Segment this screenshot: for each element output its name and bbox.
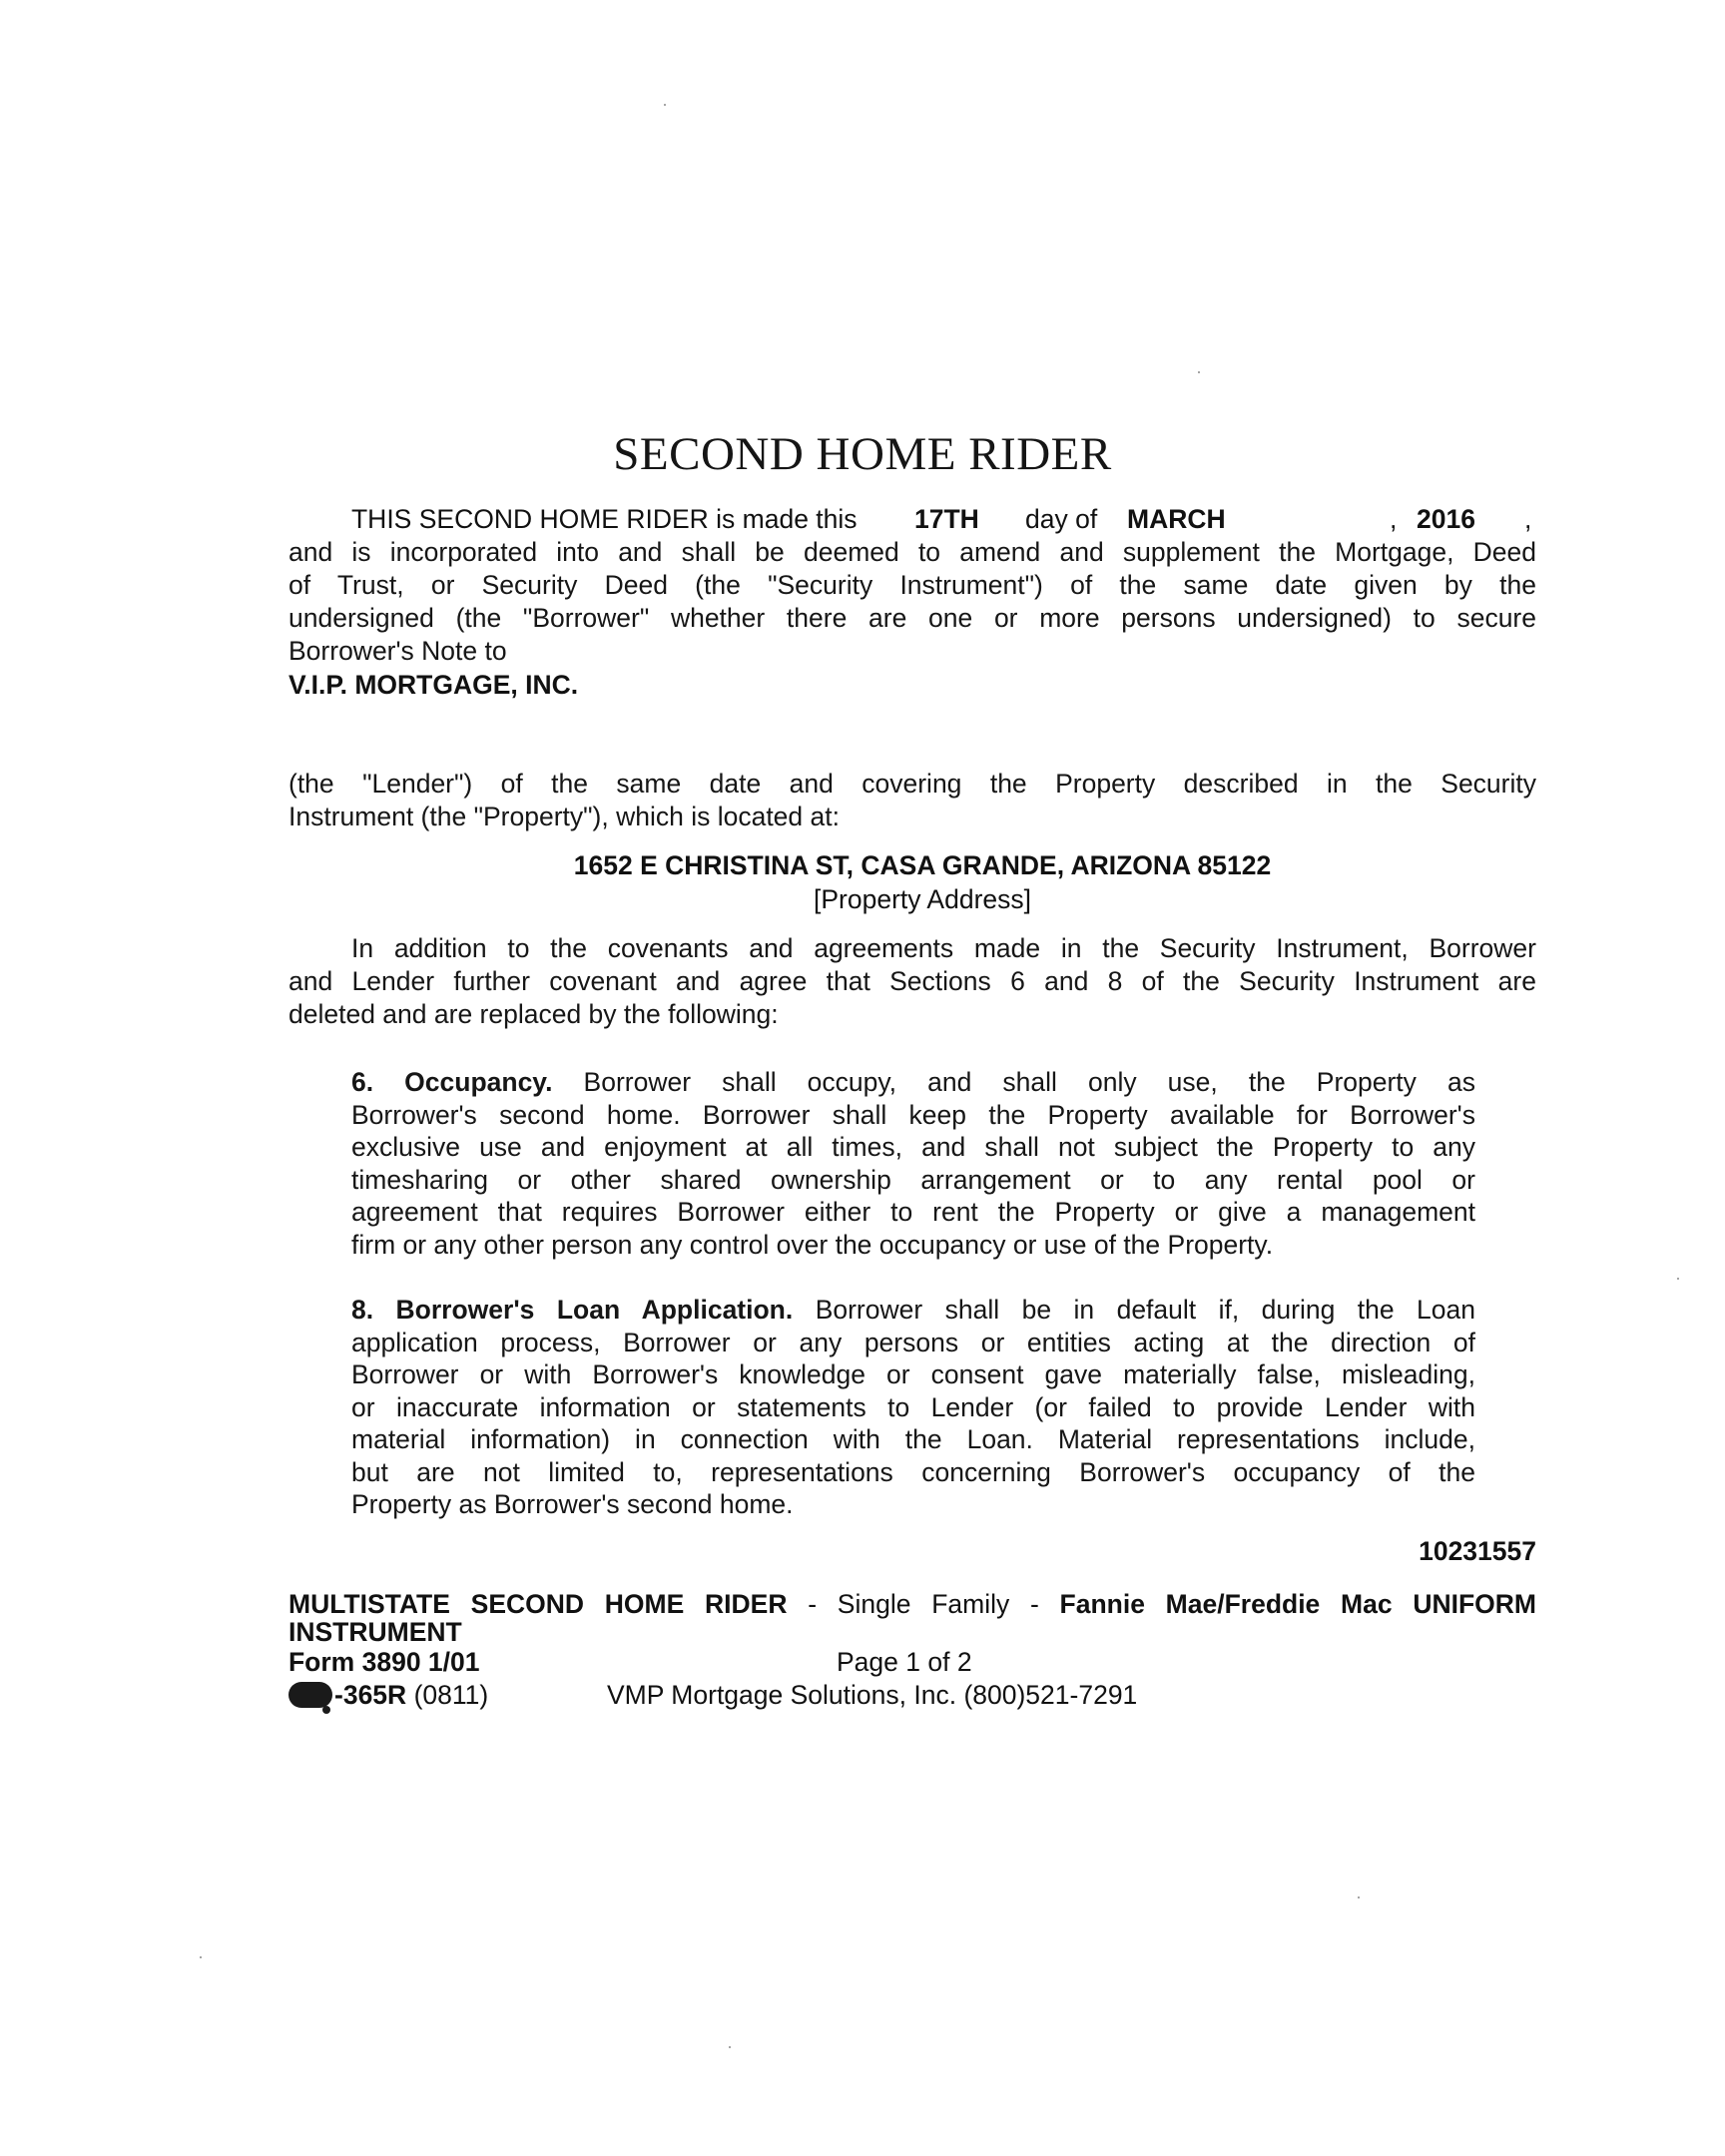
intro-prefix: THIS SECOND HOME RIDER is made this xyxy=(351,504,858,534)
section-6-occupancy xyxy=(351,1066,1475,1261)
vmp-code-date: (0811) xyxy=(413,1680,489,1710)
property-address: 1652 E CHRISTINA ST, CASA GRANDE, ARIZONA 85122 xyxy=(573,850,1272,880)
section-8-first-line: Borrower shall be in default if, during the Loan xyxy=(815,1295,1475,1325)
form-number: Form 3890 1/01 xyxy=(288,1647,480,1677)
vmp-logo-icon xyxy=(288,1682,332,1708)
day-of-label: day of xyxy=(1025,504,1098,534)
lender-name: V.I.P. MORTGAGE, INC. xyxy=(288,670,579,700)
section-8-line: Borrower or with Borrower's knowledge or consent gave materially false, misleading, xyxy=(351,1359,1475,1389)
intro-line: of Trust, or Security Deed (the "Security Instrument") of the same date given by the xyxy=(288,570,1536,600)
intro-paragraph xyxy=(288,536,1536,668)
section-8-line: or inaccurate information or statements to Lender (or failed to provide Lender with xyxy=(351,1391,1475,1422)
page-number: Page 1 of 2 xyxy=(837,1647,972,1677)
lender-line: (the "Lender") of the same date and covering the Property described in the Security xyxy=(288,769,1536,799)
section-8-line: but are not limited to, representations concerning Borrower's occupancy of the xyxy=(351,1456,1475,1487)
section-8-line: material information) in connection with the Loan. Material representations include, xyxy=(351,1424,1475,1454)
date-trailing-comma: , xyxy=(1524,504,1532,534)
vmp-code-bold: -365R xyxy=(334,1680,407,1710)
intro-line: undersigned (the "Borrower" whether there are one or more persons undersigned) to secure xyxy=(288,603,1536,633)
property-address-label: [Property Address] xyxy=(814,884,1031,914)
document-title: SECOND HOME RIDER xyxy=(613,428,1112,480)
section-8-line: Property as Borrower's second home. xyxy=(351,1489,794,1519)
rider-year: 2016 xyxy=(1417,504,1475,534)
scan-speck xyxy=(1677,1278,1679,1280)
loan-number: 10231557 xyxy=(1419,1536,1536,1566)
covenant-line: and Lender further covenant and agree that Sections 6 and 8 of the Security Instrument are xyxy=(288,966,1536,996)
lender-line: Instrument (the "Property"), which is located at: xyxy=(288,802,840,831)
form-title xyxy=(288,1590,1536,1646)
section-8-line: application process, Borrower or any persons or entities acting at the direction of xyxy=(351,1327,1475,1357)
scan-speck xyxy=(729,2046,731,2048)
intro-line: Borrower's Note to xyxy=(288,636,507,666)
form-title-line2: INSTRUMENT xyxy=(288,1617,462,1647)
intro-line: and is incorporated into and shall be deemed to amend and supplement the Mortgage, Deed xyxy=(288,537,1536,567)
section-6-line: exclusive use and enjoyment at all times, and shall not subject the Property to any xyxy=(351,1132,1475,1162)
rider-month: MARCH xyxy=(1127,504,1226,534)
scan-speck xyxy=(200,1956,202,1958)
section-6-line: Borrower's second home. Borrower shall keep the Property available for Borrower's xyxy=(351,1099,1475,1130)
covenant-paragraph xyxy=(288,932,1536,1031)
section-6-heading: 6. Occupancy. xyxy=(351,1067,553,1097)
scan-speck xyxy=(1198,371,1200,373)
section-6-line: firm or any other person any control over the occupancy or use of the Property. xyxy=(351,1229,1274,1260)
year-separator: , xyxy=(1390,504,1398,534)
form-title-part3: Fannie Mae/Freddie Mac UNIFORM xyxy=(1059,1589,1536,1619)
form-title-part1: MULTISTATE SECOND HOME RIDER xyxy=(288,1589,788,1619)
covenant-line: In addition to the covenants and agreements made in the Security Instrument, Borrower xyxy=(351,933,1536,963)
section-6-line: timesharing or other shared ownership arrangement or to any rental pool or xyxy=(351,1164,1475,1195)
scan-speck xyxy=(664,104,666,106)
section-6-first-line: Borrower shall occupy, and shall only use, the Property as xyxy=(583,1067,1475,1097)
scan-speck xyxy=(1358,1896,1360,1898)
rider-day: 17TH xyxy=(914,504,979,534)
vmp-form-code xyxy=(288,1680,488,1710)
section-8-heading: 8. Borrower's Loan Application. xyxy=(351,1295,794,1325)
covenant-line: deleted and are replaced by the following: xyxy=(288,999,779,1029)
section-6-line: agreement that requires Borrower either to rent the Property or give a management xyxy=(351,1197,1475,1227)
form-title-part2: - Single Family - xyxy=(808,1589,1039,1619)
section-8-loan-application xyxy=(351,1294,1475,1521)
rider-date-line xyxy=(351,503,1536,536)
vendor-info: VMP Mortgage Solutions, Inc. (800)521-7291 xyxy=(607,1680,1138,1710)
lender-paragraph xyxy=(288,768,1536,833)
